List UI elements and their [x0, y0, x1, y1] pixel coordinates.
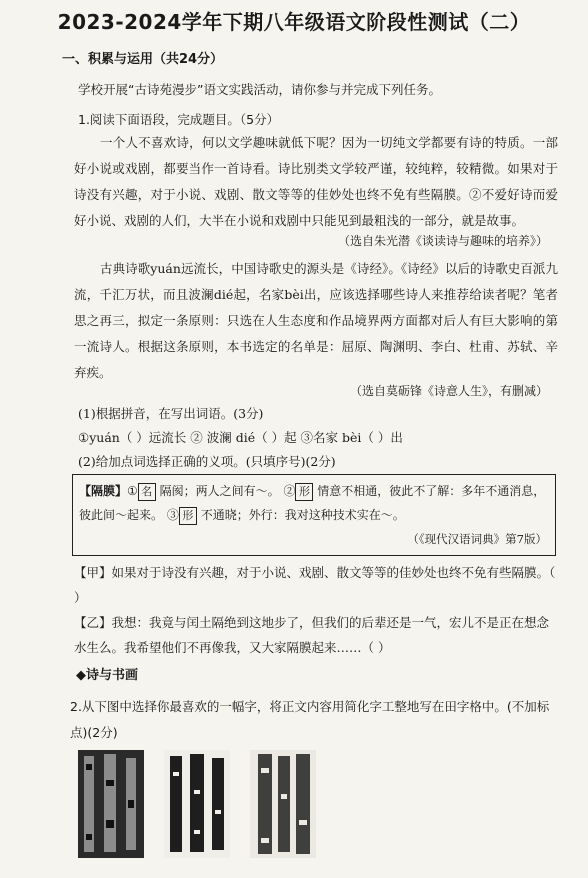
passage-paragraph-1: 一个人不喜欢诗，何以文学趣味就低下呢？因为一切纯文学都要有诗的特质。一部好小说或戏剧，都要当作一首诗看。诗比别类文学较严谨，较纯粹，较精微。如果对于诗没有兴趣，对于小说、戏剧、散文等等的佳妙处也终不免有些隔膜。②不爱好诗而爱好小说、戏剧的人们，大半在小说和戏剧中只能见到最粗浅的一部分，就是故事。 [74, 135, 558, 228]
example-jia: 【甲】如果对于诗没有兴趣，对于小说、戏剧、散文等等的佳妙处也终不免有些隔膜。（ ） [74, 565, 556, 605]
dict-num-3: ③ [166, 508, 179, 522]
exam-title: 2023-2024学年下期八年级语文阶段性测试（二） [57, 10, 531, 34]
section-heading: 一、积累与运用（共24分） [62, 52, 224, 67]
pos-tag-adj-2: 形 [179, 507, 197, 525]
question-2: 2.从下图中选择你最喜欢的一幅字，将正文内容用简化字工整地写在田字格中。(不加标点)(2分) [70, 699, 550, 740]
calligraphy-image-3 [250, 750, 316, 858]
calligraphy-image-1 [78, 750, 144, 858]
dict-def-1: 隔阂；两人之间有～。 [159, 484, 280, 498]
dict-source: （《现代汉语词典》第7版） [407, 532, 547, 546]
pos-tag-noun: 名 [138, 483, 156, 501]
subquestion-1: (1)根据拼音，在写出词语。(3分) [78, 406, 264, 421]
subquestion-2: (2)给加点词选择正确的义项。(只填序号)(2分) [78, 454, 336, 469]
intro-text: 学校开展“古诗苑漫步”语文实践活动，请你参与并完成下列任务。 [78, 82, 441, 97]
pos-tag-adj-1: 形 [295, 483, 313, 501]
dict-num-1: ① [127, 484, 138, 498]
dict-def-2: 情意不相通，彼此不了解：多年不通消息，彼此间～起来。 [79, 484, 546, 522]
dictionary-entry-box [72, 474, 556, 556]
calligraphy-image-2 [164, 750, 230, 858]
passage-source-1: （选自朱光潜《谈读诗与趣味的培养》） [337, 234, 548, 248]
subquestion-1-items: ①yuán（ ）远流长 ② 波澜 dié（ ）起 ③名家 bèi（ ）出 [78, 430, 403, 445]
dict-num-2: ② [283, 484, 296, 498]
poetry-calligraphy-heading: ◆诗与书画 [76, 668, 138, 683]
question-1: 1.阅读下面语段，完成题目。（5分） [78, 112, 280, 127]
example-yi: 【乙】我想：我竟与闰土隔绝到这地步了，但我们的后辈还是一气，宏儿不是正在想念水生么。我希望他们不再像我，又大家隔膜起来……（ ） [74, 615, 550, 655]
dict-head: 【隔膜】 [79, 484, 128, 498]
passage-source-2: （选自莫砺锋《诗意人生》，有删减） [349, 384, 548, 398]
dict-def-3: 不通晓；外行：我对这种技术实在～。 [200, 508, 405, 522]
passage-paragraph-2: 古典诗歌yuán远流长，中国诗歌史的源头是《诗经》。《诗经》以后的诗歌史百派九流，千汇万状，而且波澜dié起，名家bèi出，应该选择哪些诗人来推荐给读者呢？笔者思之再三，拟定一条原则：只选在人生态度和作品境界两方面都对后人有巨大影响的第一流诗人。根据这条原则，本书选定的名单是：屈原、陶渊明、李白、杜甫、苏轼、辛弃疾。 [74, 261, 558, 380]
